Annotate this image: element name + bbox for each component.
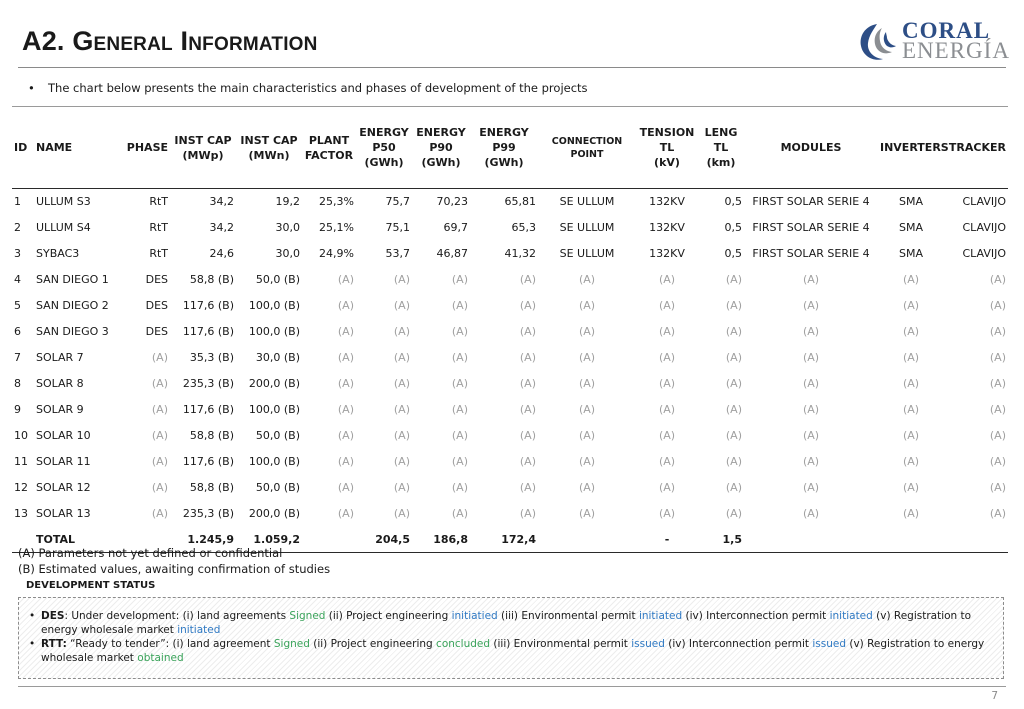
status-segment: (iii) Environmental permit xyxy=(497,610,639,622)
cell-name: SAN DIEGO 2 xyxy=(36,299,109,312)
cell-energy-p50: (A) xyxy=(393,403,410,416)
cell-phase: (A) xyxy=(151,507,168,520)
status-segment: initiated xyxy=(829,610,873,622)
cell-modules xyxy=(744,527,878,553)
cell-energy-p99: (A) xyxy=(519,429,536,442)
cell-inst-cap-mwp: 235,3 (B) xyxy=(182,507,234,520)
cell-phase: (A) xyxy=(151,481,168,494)
cell-name: SOLAR 11 xyxy=(36,455,91,468)
cell-energy-p99: 172,4 xyxy=(470,527,538,553)
cell-length-tl: (A) xyxy=(725,455,742,468)
cell-tension-tl: (A) xyxy=(658,325,676,338)
cell-name: ULLUM S4 xyxy=(36,221,91,234)
cell-energy-p50: (A) xyxy=(393,377,410,390)
cell-phase: RtT xyxy=(149,247,168,260)
cell-energy-p99: (A) xyxy=(519,351,536,364)
cell-modules: FIRST SOLAR SERIE 4 xyxy=(752,247,870,260)
cell-energy-p90: (A) xyxy=(451,377,468,390)
status-segment: (v) Registration to energy wholesale market xyxy=(41,638,985,664)
status-segment: Signed xyxy=(289,610,326,622)
cell-tension-tl: (A) xyxy=(658,481,676,494)
cell-inverters xyxy=(878,527,944,553)
cell-inst-cap-mwp: 235,3 (B) xyxy=(182,377,234,390)
cell-energy-p50: (A) xyxy=(393,481,410,494)
cell-id: 1 xyxy=(14,195,21,209)
status-segment: “Ready to tender”: (i) land agreement xyxy=(66,638,274,650)
cell-tension-tl: (A) xyxy=(658,377,676,390)
cell-id: 9 xyxy=(14,403,21,416)
header-energy-p50: ENERGY P50 (GWh) xyxy=(356,107,412,189)
cell-length-tl: 0,5 xyxy=(724,221,742,234)
development-item-des xyxy=(29,610,991,637)
cell-tracker: (A) xyxy=(989,299,1006,312)
cell-connection-point: SE ULLUM xyxy=(559,221,615,234)
cell-energy-p90: (A) xyxy=(451,507,468,520)
cell-plant-factor: (A) xyxy=(337,403,354,416)
cell-inst-cap-mwn: 50,0 (B) xyxy=(255,429,300,442)
cell-name: TOTAL xyxy=(34,527,118,553)
cell-name: SOLAR 8 xyxy=(36,377,84,390)
status-segment: initiated xyxy=(177,623,221,636)
cell-name: SOLAR 13 xyxy=(36,507,91,520)
intro-line xyxy=(28,81,588,95)
development-text-rtt xyxy=(41,638,991,665)
cell-plant-factor: (A) xyxy=(337,481,354,494)
table-row xyxy=(12,241,1008,267)
cell-tension-tl: 132KV xyxy=(649,221,685,234)
cell-energy-p50: (A) xyxy=(393,507,410,520)
header-name: NAME xyxy=(34,107,118,189)
header-tracker: TRACKER xyxy=(944,107,1008,189)
cell-tracker: (A) xyxy=(989,273,1006,286)
cell-inverters: (A) xyxy=(902,429,920,442)
cell-length-tl: 1,5 xyxy=(698,527,744,553)
footnote-a: (A) Parameters not yet defined or confidential xyxy=(18,546,283,560)
status-segment: : Under development: (i) land agreements xyxy=(64,610,290,622)
footnotes xyxy=(18,546,330,577)
projects-table-wrap xyxy=(12,106,1008,553)
cell-tension-tl: 132KV xyxy=(649,247,685,260)
header-plant-factor: PLANT FACTOR xyxy=(302,107,356,189)
cell-inst-cap-mwp: 35,3 (B) xyxy=(189,351,234,364)
cell-id: 4 xyxy=(14,273,21,286)
cell-tracker xyxy=(944,527,1008,553)
logo-wordmark-bottom: ENERGÍA xyxy=(902,38,1010,63)
cell-connection-point: (A) xyxy=(578,351,596,364)
cell-connection-point: (A) xyxy=(578,325,596,338)
status-segment: issued xyxy=(631,638,665,650)
cell-connection-point: SE ULLUM xyxy=(559,195,615,209)
bullet-icon: • xyxy=(29,610,36,622)
header-modules: MODULES xyxy=(744,107,878,189)
cell-energy-p99: 41,32 xyxy=(504,247,536,260)
cell-plant-factor: 25,1% xyxy=(319,221,354,234)
swirl-logo-icon xyxy=(856,20,898,64)
cell-tracker: CLAVIJO xyxy=(962,221,1006,234)
cell-modules: (A) xyxy=(802,377,820,390)
cell-id: 2 xyxy=(14,221,21,234)
cell-phase: (A) xyxy=(151,351,168,364)
cell-modules: (A) xyxy=(802,273,820,286)
development-text-des xyxy=(41,610,991,637)
intro-text: The chart below presents the main characteristics and phases of development of the projects xyxy=(48,81,588,95)
header-tension-tl: TENSION TL (kV) xyxy=(636,107,698,189)
bullet-icon: • xyxy=(29,638,36,650)
cell-inverters: (A) xyxy=(902,403,920,416)
cell-energy-p90: 70,23 xyxy=(436,195,468,209)
cell-length-tl: (A) xyxy=(725,325,742,338)
status-segment: issued xyxy=(812,638,847,650)
cell-inst-cap-mwp: 58,8 (B) xyxy=(189,481,234,494)
cell-connection-point: (A) xyxy=(578,377,596,390)
status-segment: (iv) Interconnection permit xyxy=(682,610,830,622)
cell-length-tl: (A) xyxy=(725,507,742,520)
cell-plant-factor: (A) xyxy=(337,429,354,442)
cell-energy-p50: (A) xyxy=(393,429,410,442)
header-phase: PHASE xyxy=(118,107,170,189)
table-row xyxy=(12,501,1008,527)
cell-length-tl: 0,5 xyxy=(724,247,742,260)
cell-energy-p90: 46,87 xyxy=(436,247,468,260)
footer-divider xyxy=(18,686,1006,687)
cell-plant-factor: 25,3% xyxy=(319,195,354,209)
cell-modules: (A) xyxy=(802,507,820,520)
cell-inverters: SMA xyxy=(899,247,923,260)
cell-energy-p50: 75,1 xyxy=(385,221,410,234)
cell-plant-factor: (A) xyxy=(337,299,354,312)
header-inverters: INVERTERS xyxy=(878,107,944,189)
cell-inverters: (A) xyxy=(902,377,920,390)
status-segment: Signed xyxy=(273,638,310,650)
cell-tension-tl: (A) xyxy=(658,455,676,468)
cell-connection-point: (A) xyxy=(578,299,596,312)
cell-tracker: (A) xyxy=(989,481,1006,494)
cell-connection-point xyxy=(538,527,636,553)
cell-plant-factor: (A) xyxy=(337,507,354,520)
cell-inst-cap-mwp: 117,6 (B) xyxy=(182,325,234,338)
cell-energy-p99: (A) xyxy=(519,325,536,338)
cell-name: SYBAC3 xyxy=(36,247,80,260)
cell-tracker: (A) xyxy=(989,455,1006,468)
status-segment: (ii) Project engineering xyxy=(325,610,452,622)
table-row xyxy=(12,189,1008,215)
table-row xyxy=(12,423,1008,449)
cell-tracker: CLAVIJO xyxy=(962,195,1006,209)
cell-inst-cap-mwp: 34,2 xyxy=(209,221,234,234)
cell-energy-p90: (A) xyxy=(451,273,468,286)
projects-table-body xyxy=(12,189,1008,553)
cell-energy-p50: 75,7 xyxy=(385,195,410,209)
cell-inst-cap-mwp: 58,8 (B) xyxy=(189,429,234,442)
cell-id: 10 xyxy=(14,429,28,442)
cell-tracker: CLAVIJO xyxy=(962,247,1006,260)
table-row xyxy=(12,371,1008,397)
status-segment: (v) Registration to energy wholesale market xyxy=(41,610,972,636)
cell-energy-p90: (A) xyxy=(451,325,468,338)
cell-inst-cap-mwp: 117,6 (B) xyxy=(182,299,234,312)
table-row xyxy=(12,345,1008,371)
cell-name: SOLAR 10 xyxy=(36,429,91,442)
footnote-b: (B) Estimated values, awaiting confirmation of studies xyxy=(18,561,331,576)
cell-plant-factor: (A) xyxy=(337,273,354,286)
table-row xyxy=(12,293,1008,319)
cell-tension-tl: (A) xyxy=(658,507,676,520)
cell-tracker: (A) xyxy=(989,403,1006,416)
cell-energy-p90: (A) xyxy=(451,481,468,494)
cell-inverters: (A) xyxy=(902,325,920,338)
cell-phase: (A) xyxy=(151,455,168,468)
header-id: ID xyxy=(12,107,34,189)
cell-tension-tl: - xyxy=(636,527,698,553)
cell-energy-p90: (A) xyxy=(451,299,468,312)
cell-id: 13 xyxy=(14,507,28,520)
cell-inverters: (A) xyxy=(902,481,920,494)
cell-energy-p90: (A) xyxy=(451,455,468,468)
cell-id: 8 xyxy=(14,377,21,390)
cell-length-tl: (A) xyxy=(725,403,742,416)
cell-inst-cap-mwp: 24,6 xyxy=(209,247,234,260)
cell-energy-p50: (A) xyxy=(393,455,410,468)
page-title: A2. General Information xyxy=(22,26,318,56)
cell-energy-p50: (A) xyxy=(393,273,410,286)
cell-energy-p90: 69,7 xyxy=(443,221,468,234)
cell-tracker: (A) xyxy=(989,507,1006,520)
cell-connection-point: (A) xyxy=(578,273,596,286)
cell-phase: (A) xyxy=(151,403,168,416)
status-segment: initiatied xyxy=(451,610,498,622)
cell-inst-cap-mwn: 100,0 (B) xyxy=(248,455,300,468)
cell-tension-tl: (A) xyxy=(658,429,676,442)
cell-energy-p99: (A) xyxy=(519,481,536,494)
cell-tension-tl: (A) xyxy=(658,403,676,416)
cell-connection-point: (A) xyxy=(578,455,596,468)
cell-phase: (A) xyxy=(151,377,168,390)
cell-energy-p99: (A) xyxy=(519,507,536,520)
cell-length-tl: 0,5 xyxy=(724,195,742,209)
cell-phase: RtT xyxy=(149,195,168,209)
cell-energy-p99: (A) xyxy=(519,299,536,312)
cell-inst-cap-mwp: 117,6 (B) xyxy=(182,403,234,416)
cell-phase: DES xyxy=(145,325,168,338)
table-row xyxy=(12,397,1008,423)
cell-plant-factor: (A) xyxy=(337,455,354,468)
cell-inst-cap-mwn: 200,0 (B) xyxy=(248,507,300,520)
cell-inverters: SMA xyxy=(899,195,923,209)
projects-table xyxy=(12,106,1008,553)
cell-length-tl: (A) xyxy=(725,273,742,286)
cell-energy-p99: (A) xyxy=(519,377,536,390)
development-status-title: DEVELOPMENT STATUS xyxy=(26,580,156,591)
cell-name: SOLAR 12 xyxy=(36,481,91,494)
cell-plant-factor: 24,9% xyxy=(319,247,354,260)
cell-inverters: (A) xyxy=(902,507,920,520)
title-divider xyxy=(18,67,1006,68)
status-segment: (iv) Interconnection permit xyxy=(664,638,813,650)
cell-energy-p90: (A) xyxy=(451,351,468,364)
cell-id: 3 xyxy=(14,247,21,260)
cell-energy-p50: 204,5 xyxy=(356,527,412,553)
cell-id: 7 xyxy=(14,351,21,364)
cell-tension-tl: 132KV xyxy=(649,195,685,209)
cell-inverters: (A) xyxy=(902,351,920,364)
cell-modules: (A) xyxy=(802,299,820,312)
cell-energy-p99: (A) xyxy=(519,455,536,468)
cell-inst-cap-mwp: 58,8 (B) xyxy=(189,273,234,286)
cell-energy-p99: 65,81 xyxy=(504,195,536,209)
cell-inst-cap-mwn: 100,0 (B) xyxy=(248,325,300,338)
table-row xyxy=(12,215,1008,241)
cell-length-tl: (A) xyxy=(725,377,742,390)
cell-inst-cap-mwn: 1.059,2 xyxy=(236,527,302,553)
cell-name: SOLAR 9 xyxy=(36,403,84,416)
cell-phase: (A) xyxy=(151,429,168,442)
development-item-rtt xyxy=(29,638,991,665)
cell-energy-p50: (A) xyxy=(393,299,410,312)
header-inst-cap-mwn: INST CAP (MWn) xyxy=(236,107,302,189)
cell-modules: (A) xyxy=(802,325,820,338)
bullet-icon: • xyxy=(28,81,35,95)
status-segment: obtained xyxy=(137,651,184,664)
table-row xyxy=(12,449,1008,475)
cell-inst-cap-mwn: 19,2 xyxy=(275,195,300,209)
cell-connection-point: SE ULLUM xyxy=(559,247,615,260)
cell-inverters: SMA xyxy=(899,221,923,234)
cell-length-tl: (A) xyxy=(725,299,742,312)
cell-inst-cap-mwp: 34,2 xyxy=(209,195,234,209)
status-segment: concluded xyxy=(436,638,491,650)
cell-id: 11 xyxy=(14,455,28,468)
cell-connection-point: (A) xyxy=(578,507,596,520)
cell-energy-p50: (A) xyxy=(393,325,410,338)
cell-length-tl: (A) xyxy=(725,429,742,442)
cell-modules: FIRST SOLAR SERIE 4 xyxy=(752,221,870,234)
cell-modules: (A) xyxy=(802,481,820,494)
cell-connection-point: (A) xyxy=(578,481,596,494)
cell-tracker: (A) xyxy=(989,325,1006,338)
logo-wordmark-top: CORAL xyxy=(902,18,991,43)
cell-inst-cap-mwn: 200,0 (B) xyxy=(248,377,300,390)
cell-plant-factor: (A) xyxy=(337,351,354,364)
cell-connection-point: (A) xyxy=(578,403,596,416)
cell-modules: FIRST SOLAR SERIE 4 xyxy=(752,195,870,209)
cell-name: SAN DIEGO 3 xyxy=(36,325,109,338)
cell-tension-tl: (A) xyxy=(658,299,676,312)
cell-inst-cap-mwn: 100,0 (B) xyxy=(248,403,300,416)
cell-tracker: (A) xyxy=(989,377,1006,390)
cell-energy-p90: (A) xyxy=(451,429,468,442)
development-status-box xyxy=(18,597,1004,679)
cell-phase: DES xyxy=(145,273,168,286)
cell-id: 6 xyxy=(14,325,21,338)
cell-length-tl: (A) xyxy=(725,481,742,494)
status-segment: RTT: xyxy=(41,638,67,650)
cell-phase: DES xyxy=(145,299,168,312)
cell-energy-p90: (A) xyxy=(451,403,468,416)
cell-phase: RtT xyxy=(149,221,168,234)
cell-id: 5 xyxy=(14,299,21,312)
cell-inst-cap-mwn: 100,0 (B) xyxy=(248,299,300,312)
cell-inst-cap-mwn: 30,0 xyxy=(275,221,300,234)
status-segment: DES xyxy=(41,610,65,622)
page-number: 7 xyxy=(991,690,998,702)
cell-inst-cap-mwn: 30,0 xyxy=(275,247,300,260)
cell-modules: (A) xyxy=(802,351,820,364)
table-row xyxy=(12,319,1008,345)
header-energy-p90: ENERGY P90 (GWh) xyxy=(412,107,470,189)
table-row xyxy=(12,267,1008,293)
cell-inverters: (A) xyxy=(902,455,920,468)
status-segment: (ii) Project engineering xyxy=(309,638,437,650)
cell-energy-p50: (A) xyxy=(393,351,410,364)
cell-name: SOLAR 7 xyxy=(36,351,84,364)
cell-modules: (A) xyxy=(802,403,820,416)
cell-inst-cap-mwp: 117,6 (B) xyxy=(182,455,234,468)
cell-inverters: (A) xyxy=(902,299,920,312)
table-row xyxy=(12,475,1008,501)
cell-energy-p99: (A) xyxy=(519,403,536,416)
cell-tension-tl: (A) xyxy=(658,351,676,364)
cell-inst-cap-mwn: 50,0 (B) xyxy=(255,481,300,494)
cell-energy-p90: 186,8 xyxy=(412,527,470,553)
header-connection-point: CONNECTION POINT xyxy=(538,107,636,189)
header-length-tl: LENG TL (km) xyxy=(698,107,744,189)
cell-modules: (A) xyxy=(802,429,820,442)
cell-inst-cap-mwn: 50,0 (B) xyxy=(255,273,300,286)
cell-inverters: (A) xyxy=(902,273,920,286)
cell-name: SAN DIEGO 1 xyxy=(36,273,109,286)
cell-name: ULLUM S3 xyxy=(36,195,91,209)
cell-id: 12 xyxy=(14,481,28,494)
status-segment: (iii) Environmental permit xyxy=(490,638,632,650)
cell-inst-cap-mwn: 30,0 (B) xyxy=(255,351,300,364)
cell-length-tl: (A) xyxy=(725,351,742,364)
cell-energy-p99: 65,3 xyxy=(511,221,536,234)
cell-tracker: (A) xyxy=(989,429,1006,442)
header-energy-p99: ENERGY P99 (GWh) xyxy=(470,107,538,189)
table-header-row xyxy=(12,107,1008,189)
cell-tracker: (A) xyxy=(989,351,1006,364)
cell-inst-cap-mwp: 1.245,9 xyxy=(170,527,236,553)
cell-tension-tl: (A) xyxy=(658,273,676,286)
company-logo xyxy=(856,18,1010,66)
cell-plant-factor: (A) xyxy=(337,377,354,390)
cell-energy-p99: (A) xyxy=(519,273,536,286)
status-segment: initiated xyxy=(638,610,683,622)
cell-energy-p50: 53,7 xyxy=(385,247,410,260)
cell-modules: (A) xyxy=(802,455,820,468)
cell-connection-point: (A) xyxy=(578,429,596,442)
header-inst-cap-mwp: INST CAP (MWp) xyxy=(170,107,236,189)
cell-plant-factor: (A) xyxy=(337,325,354,338)
